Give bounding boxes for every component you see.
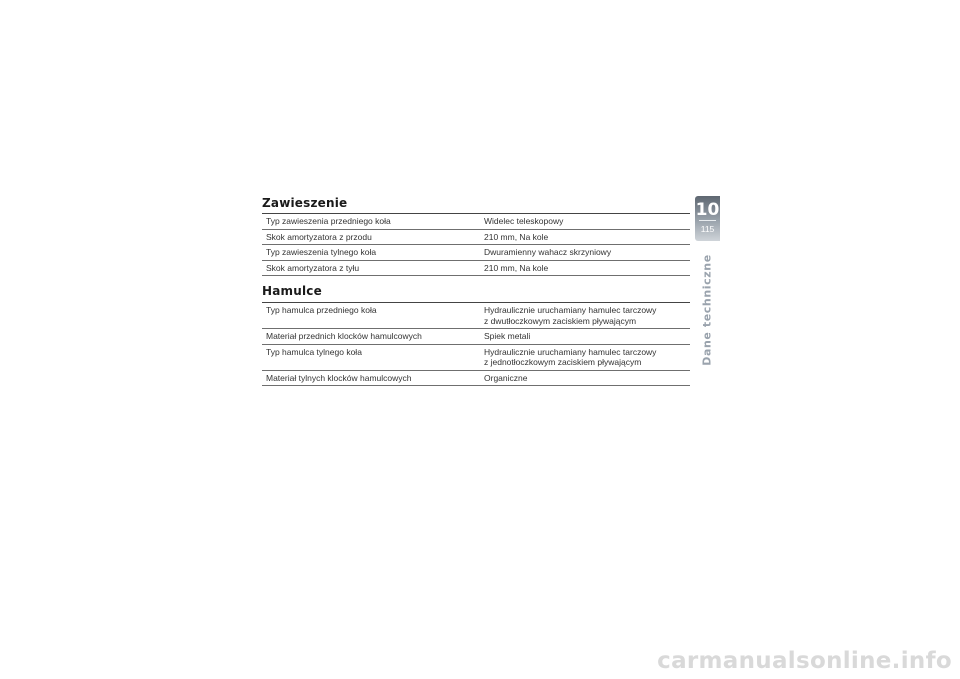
table-row	[262, 303, 690, 329]
table-row	[262, 245, 690, 261]
table-row	[262, 260, 690, 276]
spec-value: 210 mm, Na kole	[484, 262, 549, 273]
brakes-spec-table	[262, 302, 690, 386]
spec-label: Skok amortyzatora z przodu	[266, 231, 372, 242]
spec-value: Widelec teleskopowy	[484, 216, 564, 226]
spec-value	[476, 303, 690, 329]
table-row	[262, 370, 690, 386]
table-row	[262, 344, 690, 370]
section-title-suspension: Zawieszenie	[262, 196, 348, 210]
spec-label: Typ zawieszenia tylnego koła	[266, 247, 377, 257]
chapter-tab-divider	[699, 220, 716, 221]
chapter-number: 10	[695, 200, 720, 220]
spec-value: Dwuramienny wahacz skrzyniowy	[484, 247, 612, 257]
watermark: carmanualsonline.info	[657, 648, 952, 674]
table-row	[262, 329, 690, 345]
spec-label: Typ hamulca tylnego koła	[266, 346, 362, 357]
spec-label: Typ hamulca przedniego koła	[266, 305, 377, 315]
chapter-tab	[695, 196, 720, 241]
spec-value: Organiczne	[484, 372, 528, 383]
spec-label: Typ zawieszenia przedniego koła	[266, 216, 391, 226]
spec-value-line: Hydraulicznie uruchamiany hamulec tarczowy	[484, 305, 657, 315]
spec-label: Materiał przednich klocków hamulcowych	[266, 331, 422, 341]
spec-label: Materiał tylnych klocków hamulcowych	[266, 372, 412, 383]
spec-value-line: z dwutłoczkowym zaciskiem pływającym	[484, 315, 637, 326]
spec-label: Skok amortyzatora z tyłu	[266, 262, 360, 273]
spec-value: 210 mm, Na kole	[484, 231, 549, 242]
suspension-spec-table	[262, 213, 690, 276]
spec-value	[476, 344, 690, 370]
page-number: 115	[700, 224, 715, 234]
spec-value-line: z jednotłoczkowym zaciskiem pływającym	[484, 357, 642, 367]
section-title-brakes: Hamulce	[262, 284, 322, 298]
spec-value-line: Hydraulicznie uruchamiany hamulec tarczowy	[484, 346, 657, 357]
spec-value: Spiek metali	[484, 331, 531, 341]
table-row	[262, 229, 690, 245]
chapter-side-label: Dane techniczne	[700, 254, 714, 366]
table-row	[262, 214, 690, 230]
